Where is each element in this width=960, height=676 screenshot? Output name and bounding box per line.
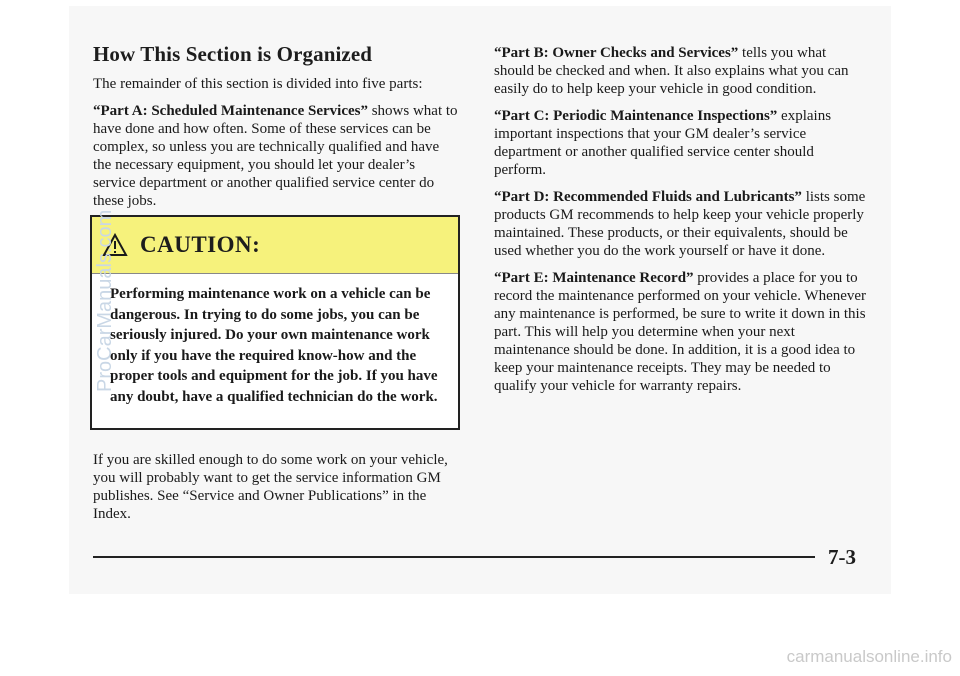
caution-text: Performing maintenance work on a vehicle can be dangerous. In trying to do some jobs, you can be seriously injured. Do your own maintenance work only if you have the required know-how and the proper tools and equipment for the job. If you have any doubt, have a qualified technician do the work.: [110, 286, 438, 405]
right-column: [494, 44, 869, 404]
intro-paragraph: The remainder of this section is divided into five parts:: [93, 76, 423, 92]
page-number: 7-3: [828, 545, 856, 569]
caution-box: [90, 215, 460, 430]
caution-header: [92, 217, 458, 274]
part-b-title: “Part B: Owner Checks and Services”: [494, 45, 739, 61]
footer-rule: [93, 556, 815, 558]
part-d-text: lists some products GM recommends to help keep your vehicle properly maintained. These products, or their equivalents, should be used whether you do the work yourself or have it done.: [494, 189, 866, 259]
section-heading: How This Section is Organized: [93, 42, 373, 66]
part-c-title: “Part C: Periodic Maintenance Inspections”: [494, 108, 778, 124]
part-b-paragraph: [494, 44, 869, 98]
part-b-text: tells you what should be checked and when. It also explains what you can easily do to help keep your vehicle in good condition.: [494, 45, 849, 97]
caution-title: CAUTION:: [140, 232, 261, 257]
part-a-title: “Part A: Scheduled Maintenance Services”: [93, 103, 368, 119]
part-a-paragraph: [93, 102, 461, 210]
part-d-paragraph: [494, 188, 869, 260]
part-e-text: provides a place for you to record the maintenance performed on your vehicle. Whenever any maintenance is performed, be sure to write it down in this part. This will help you determine when your next maintenance should be done. In addition, it is a good idea to keep your maintenance receipts. They may be needed to qualify your vehicle for warranty repairs.: [494, 270, 867, 394]
part-e-title: “Part E: Maintenance Record”: [494, 270, 694, 286]
part-e-paragraph: [494, 269, 869, 395]
part-c-text: explains important inspections that your GM dealer’s service department or another qualified service center should perform.: [494, 108, 832, 178]
part-a-text: shows what to have done and how often. Some of these services can be complex, so unless you are technically qualified and have the necessary equipment, you should let your dealer’s service department or another qualified service center do these jobs.: [93, 103, 458, 209]
left-column: [93, 42, 461, 219]
part-c-paragraph: [494, 107, 869, 179]
side-watermark: ProCarManuals.com: [94, 209, 116, 392]
service-info-paragraph: If you are skilled enough to do some work on your vehicle, you will probably want to get the service information GM publishes. See “Service and Owner Publications” in the Index.: [93, 452, 448, 522]
part-d-title: “Part D: Recommended Fluids and Lubricants”: [494, 189, 802, 205]
footer-watermark: carmanualsonline.info: [786, 647, 952, 666]
